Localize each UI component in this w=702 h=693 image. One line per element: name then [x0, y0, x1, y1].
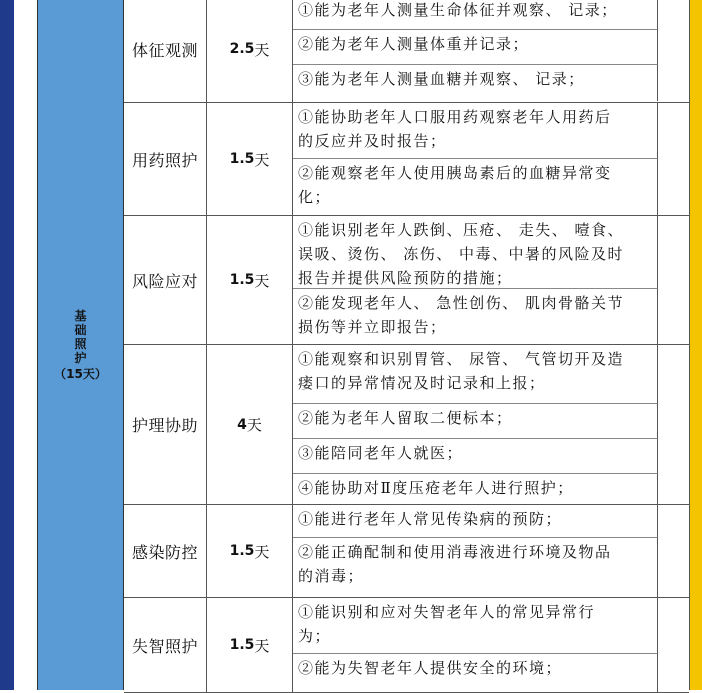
module-name: 用药照护 — [124, 103, 207, 215]
skill-item-line: ①能观察和识别胃管、 尿管、 气管切开及造 — [298, 350, 625, 368]
skill-item-line: 的反应并及时报告； — [298, 132, 447, 150]
skill-item-line: ②能正确配制和使用消毒液进行环境及物品 — [298, 543, 612, 561]
days-unit: 天 — [254, 542, 270, 561]
skill-item — [293, 538, 658, 598]
table-right-edge — [689, 0, 690, 690]
skill-item — [293, 103, 658, 159]
skill-item-line: 为； — [298, 627, 332, 645]
module-days — [207, 345, 293, 504]
category-char-1: 基 — [74, 309, 87, 323]
skill-item-line: ②能为失智老年人提供安全的环境； — [298, 659, 563, 677]
days-number: 1.5 — [229, 272, 255, 288]
category-hours: （15天） — [54, 367, 107, 381]
skill-item-line: ①能协助老年人口服用药观察老年人用药后 — [298, 108, 612, 126]
skill-item-line: 的消毒； — [298, 567, 365, 585]
skill-item-line: ①能识别老年人跌倒、压疮、 走失、 噎食、 — [298, 221, 625, 239]
category-char-3: 照 — [74, 337, 87, 351]
days-number: 1.5 — [229, 637, 255, 653]
table-row — [124, 0, 689, 103]
right-border-strip — [690, 0, 702, 690]
skill-item-line: ③能陪同老年人就医； — [298, 444, 464, 462]
module-name: 体征观测 — [124, 0, 207, 102]
days-number: 1.5 — [229, 151, 255, 167]
table-row — [124, 216, 689, 345]
skill-item-line: ④能协助对Ⅱ度压疮老年人进行照护； — [298, 479, 574, 497]
days-unit: 天 — [254, 636, 270, 655]
skill-item-line: 损伤等并立即报告； — [298, 318, 447, 336]
module-days — [207, 0, 293, 102]
skill-item-line: 报告并提供风险预防的措施； — [298, 269, 513, 287]
skill-item — [293, 216, 658, 289]
skill-item — [293, 65, 658, 101]
module-name: 风险应对 — [124, 216, 207, 344]
skill-item — [293, 654, 658, 693]
module-name: 感染防控 — [124, 505, 207, 597]
skill-item — [293, 474, 658, 505]
skill-item-line: ①能进行老年人常见传染病的预防； — [298, 510, 563, 528]
skill-item-line: 误吸、烫伤、 冻伤、 中毒、中暑的风险及时 — [298, 245, 625, 263]
skill-item-line: ②能观察老年人使用胰岛素后的血糖异常变 — [298, 164, 612, 182]
days-number: 4 — [237, 416, 247, 433]
skill-item — [293, 289, 658, 345]
skill-item — [293, 0, 658, 30]
skill-item-line: ①能识别和应对失智老年人的常见异常行 — [298, 603, 596, 621]
days-number: 1.5 — [229, 543, 255, 559]
module-name: 护理协助 — [124, 345, 207, 504]
module-name: 失智照护 — [124, 598, 207, 692]
skill-item-line: ②能为老年人测量体重并记录； — [298, 35, 530, 53]
skill-item — [293, 439, 658, 474]
skill-item — [293, 345, 658, 404]
skill-item — [293, 30, 658, 65]
module-days — [207, 505, 293, 597]
days-unit: 天 — [246, 416, 262, 434]
skill-item-line: ①能为老年人测量生命体征并观察、 记录； — [298, 1, 618, 19]
category-cell — [37, 0, 124, 690]
left-border-strip — [0, 0, 14, 690]
days-unit: 天 — [254, 40, 270, 59]
days-unit: 天 — [254, 271, 270, 290]
module-days — [207, 216, 293, 344]
days-unit: 天 — [254, 150, 270, 169]
skill-item — [293, 404, 658, 439]
skill-item-line: 化； — [298, 188, 332, 206]
table-row — [124, 598, 689, 693]
skill-item-line: ②能为老年人留取二便标本； — [298, 409, 513, 427]
skill-item-line: ③能为老年人测量血糖并观察、 记录； — [298, 70, 585, 88]
table-row — [124, 345, 689, 505]
skill-item — [293, 159, 658, 216]
category-char-2: 础 — [74, 323, 87, 337]
module-days — [207, 103, 293, 215]
skill-item — [293, 505, 658, 538]
category-char-4: 护 — [74, 351, 87, 365]
table-row — [124, 103, 689, 216]
table-row — [124, 505, 689, 598]
days-number: 2.5 — [229, 41, 255, 57]
skill-item-line: ②能发现老年人、 急性创伤、 肌肉骨骼关节 — [298, 294, 625, 312]
skill-item — [293, 598, 658, 654]
skill-item-line: 瘘口的异常情况及时记录和上报； — [298, 374, 546, 392]
module-days — [207, 598, 293, 692]
